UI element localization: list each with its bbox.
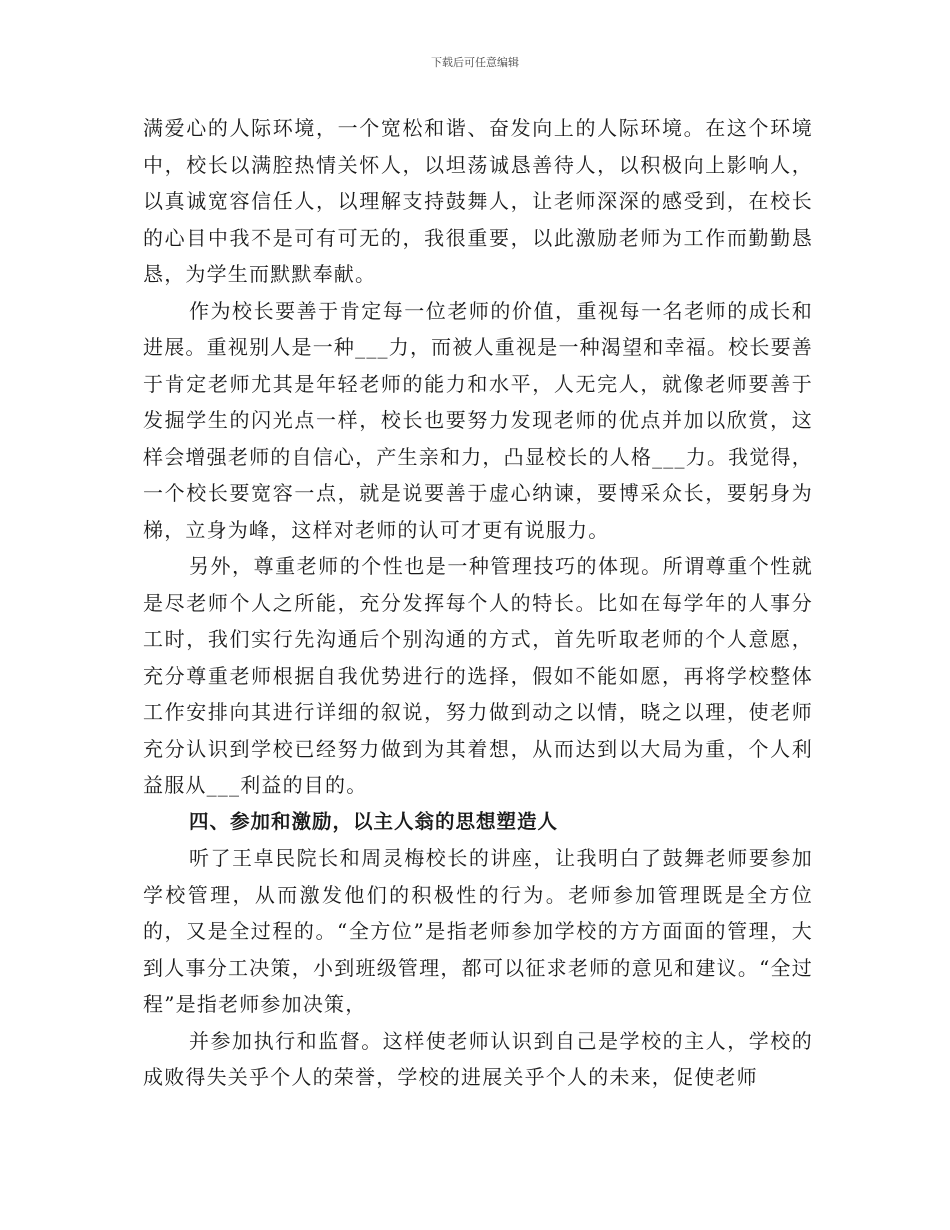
- paragraph-2: 作为校长要善于肯定每一位老师的价值，重视每一名老师的成长和进展。重视别人是一种___力，而被人重视是一种渴望和幸福。校长要善于肯定老师尤其是年轻老师的能力和水平，人无完人，就像老师要善于发掘学生的闪光点一样，校长也要努力发现老师的优点并加以欣赏，这样会增强老师的自信心，产生亲和力，凸显校长的人格___力。我觉得，一个校长要宽容一点，就是说要善于虚心纳谏，要博采众长，要躬身为梯，立身为峰，这样对老师的认可才更有说服力。: [143, 298, 813, 542]
- paragraph-4: 听了王卓民院长和周灵梅校长的讲座，让我明白了鼓舞老师要参加学校管理，从而激发他们的积极性的行为。老师参加管理既是全方位的，又是全过程的。“全方位”是指老师参加学校的方方面面的管理，大到人事分工决策，小到班级管理，都可以征求老师的意见和建议。“全过程”是指老师参加决策，: [143, 846, 813, 1016]
- paragraph-3: 另外，尊重老师的个性也是一种管理技巧的体现。所谓尊重个性就是尽老师个人之所能，充分发挥每个人的特长。比如在每学年的人事分工时，我们实行先沟通后个别沟通的方式，首先听取老师的个人意愿，充分尊重老师根据自我优势进行的选择，假如不能如愿，再将学校整体工作安排向其进行详细的叙说，努力做到动之以情，晓之以理，使老师充分认识到学校已经努力做到为其着想，从而达到以大局为重，个人利益服从___利益的目的。: [143, 554, 813, 797]
- page-header-note: 下载后可任意编辑: [431, 56, 519, 69]
- section-heading: 四、参加和激励，以主人翁的思想塑造人: [189, 809, 559, 833]
- paragraph-5: 并参加执行和监督。这样使老师认识到自己是学校的主人，学校的成败得失关乎个人的荣誉，学校的进展关乎个人的未来，促使老师: [143, 1028, 813, 1089]
- paragraph-1: 满爱心的人际环境，一个宽松和谐、奋发向上的人际环境。在这个环境中，校长以满腔热情关怀人，以坦荡诚恳善待人，以积极向上影响人，以真诚宽容信任人，以理解支持鼓舞人，让老师深深的感受到，在校长的心目中我不是可有可无的，我很重要，以此激励老师为工作而勤勤恳恳，为学生而默默奉献。: [143, 116, 813, 286]
- document-body: [143, 110, 813, 1096]
